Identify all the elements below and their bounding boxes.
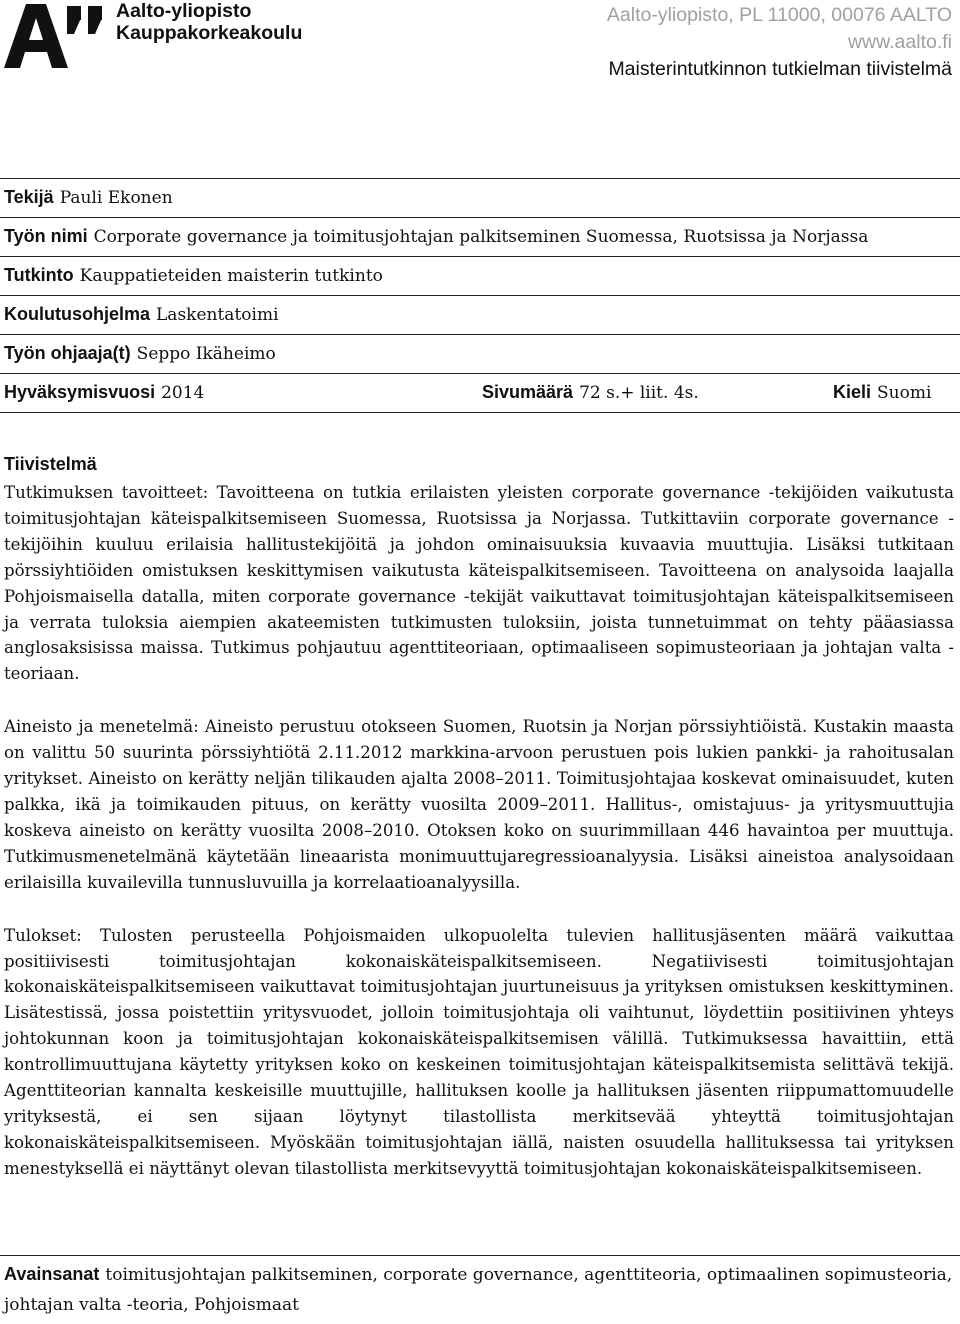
keywords-value: toimitusjohtajan palkitseminen, corporate governance, agenttiteoria, optimaalinen sopimusteoria, johtajan valta -teoria, Pohjoismaat — [4, 1265, 953, 1315]
supervisor-row — [0, 334, 960, 373]
aalto-a-logo-icon — [4, 2, 114, 68]
author-label: Tekijä — [4, 187, 54, 207]
university-logo — [4, 0, 344, 70]
logo-line-school: Kauppakorkeakoulu — [116, 22, 303, 44]
abstract-data-method-paragraph: Aineisto ja menetelmä: Aineisto perustuu otokseen Suomen, Ruotsin ja Norjan pörssiyhtiöistä. Kustakin maasta on valittu 50 suurinta pörssiyhtiötä 2.11.2012 markkina-arvoon perustuen pois lukien pankki- ja rahoitusalan yritykset. Aineisto on kerätty neljän tilikauden ajalta 2008–2011. Toimitusjohtajaa koskevat ominaisuudet, kuten palkka, ikä ja toimikauden pituus, on kerätty vuosilta 2009–2011. Hallitus-, omistajuus- ja yritysmuuttujia koskeva aineisto on kerätty vuosilta 2008–2010. Otoksen koko on suurimmillaan 446 havaintoa per muuttuja. Tutkimusmenetelmänä käytetään lineaarista monimuuttujaregressioanalyysia. Lisäksi aineistoa analysoidaan erilaisilla kuvailevilla tunnusluvuilla ja korrelaatioanalyysilla. — [4, 717, 954, 892]
degree-label: Tutkinto — [4, 265, 74, 285]
year-value: 2014 — [161, 383, 205, 403]
language-field — [833, 378, 931, 408]
year-label: Hyväksymisvuosi — [4, 382, 156, 402]
work-title-label: Työn nimi — [4, 226, 88, 246]
postal-address: Aalto-yliopisto, PL 11000, 00076 AALTO — [606, 4, 952, 26]
abstract-heading: Tiivistelmä — [4, 454, 97, 474]
abstract-results-paragraph: Tulokset: Tulosten perusteella Pohjoismaiden ulkopuolelta tulevien hallitusjäsenten määrä vaikuttaa positiivisesti toimitusjohtajan kokonaiskäteispalkitsemiseen. Negatiivisesti toimitusjohtajan kokonaiskäteispalkitsemiseen vaikuttavat toimitusjohtajan juurtuneisuus ja yrityksen omistuksen keskittyminen. Lisätestissä, jossa poistettiin yritysvuodet, jolloin toimitusjohtaja oli vaihtunut, löydettiin positiivinen yhteys johtokunnan koon ja toimitusjohtajan kokonaiskäteispalkitsemisen välillä. Tutkimuksessa havaittiin, että kontrollimuuttujana käytetty yrityksen koko on keskeinen toimitusjohtajan käteispalkitsemista selittävä tekijä. Agenttiteorian kannalta keskeisille muuttujille, hallituksen koolle ja hallituksen jäsenten riippumattomuudelle yrityksestä, ei sen sijaan löytynyt tilastollista merkitsevää yhteyttä toimitusjohtajan kokonaiskäteispalkitsemiseen. Myöskään toimitusjohtajan iällä, naisten osuudella hallituksessa tai yrityksen menestyksellä ei näyttänyt olevan tilastollista merkitsevyyttä toimitusjohtajan kokonaiskäteispalkitsemiseen. — [4, 925, 954, 1178]
document-title: Maisterintutkinnon tutkielman tiivistelmä — [608, 58, 952, 80]
author-value: Pauli Ekonen — [59, 188, 173, 208]
programme-label: Koulutusohjelma — [4, 304, 151, 324]
degree-value: Kauppatieteiden maisterin tutkinto — [79, 266, 383, 286]
logo-wordmark — [116, 0, 302, 44]
supervisor-value: Seppo Ikäheimo — [136, 344, 276, 364]
keywords-label: Avainsanat — [4, 1264, 100, 1284]
supervisor-label: Työn ohjaaja(t) — [4, 343, 131, 363]
work-title-row — [0, 217, 960, 256]
programme-value: Laskentatoimi — [156, 305, 279, 325]
degree-row — [0, 256, 960, 295]
abstract-section — [4, 452, 954, 1209]
thesis-info-table — [0, 178, 960, 413]
pages-value: 72 s.+ liit. 4s. — [579, 383, 699, 403]
pages-label: Sivumäärä — [482, 382, 574, 402]
pages-field — [482, 378, 699, 408]
language-label: Kieli — [833, 382, 872, 402]
author-row — [0, 178, 960, 217]
logo-line-university: Aalto-yliopisto — [116, 0, 252, 22]
website-link[interactable]: www.aalto.fi — [847, 31, 952, 53]
header-address-block — [607, 2, 952, 83]
programme-row — [0, 295, 960, 334]
keywords-row — [0, 1255, 960, 1320]
work-title-value: Corporate governance ja toimitusjohtajan palkitseminen Suomessa, Ruotsissa ja Norjassa — [93, 227, 869, 247]
abstract-objectives-paragraph: Tutkimuksen tavoitteet: Tavoitteena on tutkia erilaisten yleisten corporate governance -tekijöiden vaikutusta toimitusjohtajan käteispalkitsemiseen Suomessa, Ruotsissa ja Norjassa. Tutkittaviin corporate governance -tekijöihin kuuluu erilaisia hallitustekijöitä ja johdon ominaisuuksia kuvaavia muuttujia. Lisäksi tutkitaan pörssiyhtiöiden omistuksen keskittymisen vaikutusta käteispalkitsemiseen. Tavoitteena on analysoida laajalla Pohjoismaisella datalla, miten corporate governance -tekijät vaikuttavat toimitusjohtajan käteispalkitsemiseen ja verrata tuloksia aiempien akateemisten tutkimusten tuloksiin, joista tunnetuimmat on tehty pääasiassa anglosaksisissa maissa. Tutkimus pohjautuu agenttiteoriaan, optimaaliseen sopimusteoriaan ja johtajan valta -teoriaan. — [4, 483, 954, 684]
year-pages-lang-row — [0, 373, 960, 413]
language-value: Suomi — [877, 383, 932, 403]
